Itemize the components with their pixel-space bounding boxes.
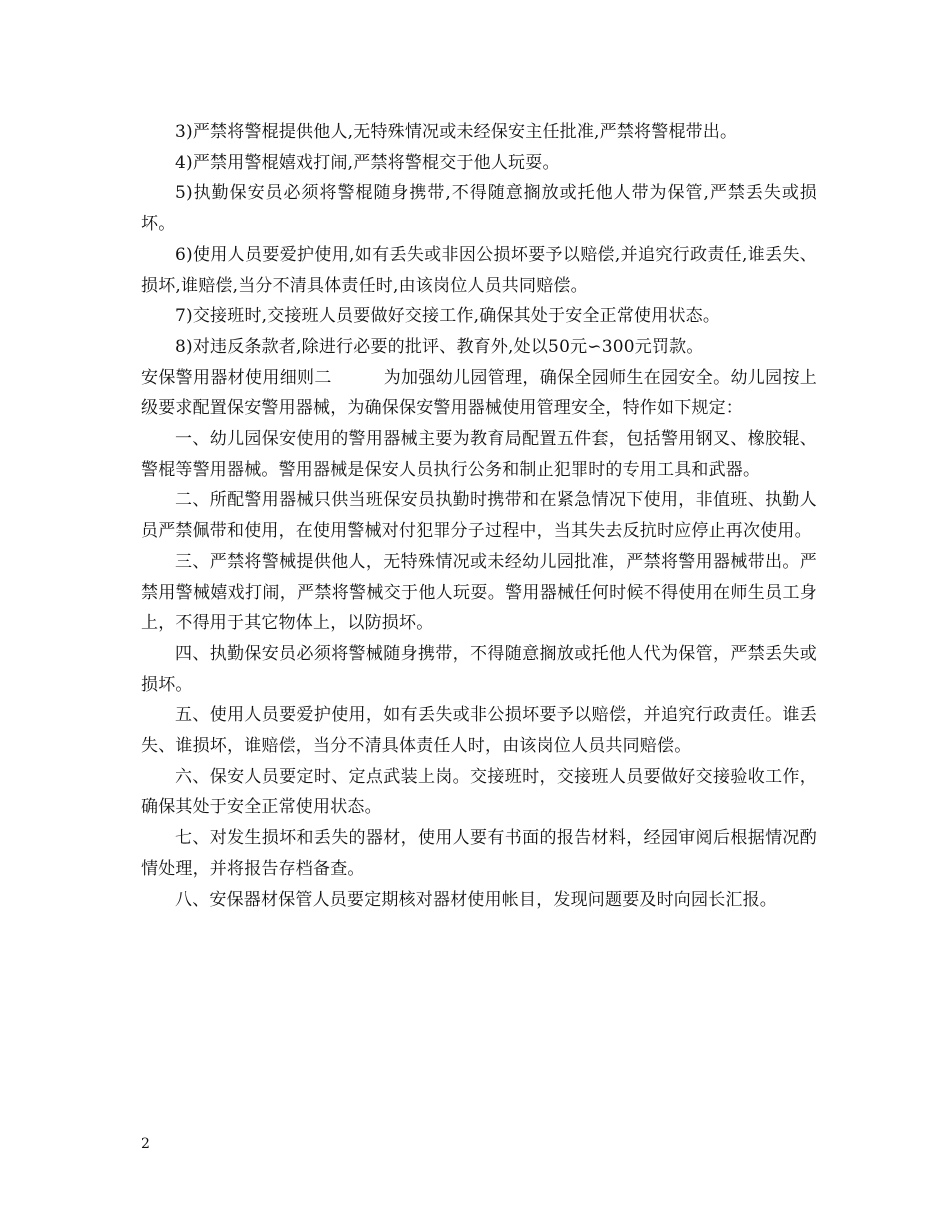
rule-paragraph-7: 七、对发生损坏和丢失的器材，使用人要有书面的报告材料，经园审阅后根据情况酌情处理，并将报告存档备查。 bbox=[141, 828, 817, 879]
document-body bbox=[141, 117, 817, 915]
page-number: 2 bbox=[141, 1136, 150, 1152]
rule-paragraph-4: 四、执勤保安员必须将警械随身携带，不得随意搁放或托他人代为保管，严禁丢失或损坏。 bbox=[141, 643, 817, 695]
paragraph-item-4: 4)严禁用警棍嬉戏打闹,严禁将警棍交于他人玩耍。 bbox=[175, 152, 560, 173]
paragraph-item-7: 7)交接班时,交接班人员要做好交接工作,确保其处于安全正常使用状态。 bbox=[175, 306, 721, 327]
rule-paragraph-8: 八、安保器材保管人员要定期核对器材使用帐目，发现问题要及时向园长汇报。 bbox=[175, 889, 777, 910]
rule-paragraph-6: 六、保安人员要定时、定点武装上岗。交接班时，交接班人员要做好交接验收工作，确保其处于安全正常使用状态。 bbox=[141, 766, 817, 818]
paragraph-item-6: 6)使用人员要爱护使用,如有丢失或非因公损坏要予以赔偿,并追究行政责任,谁丢失、损坏,谁赔偿,当分不清具体责任时,由该岗位人员共同赔偿。 bbox=[141, 244, 817, 296]
rule-paragraph-2: 二、所配警用器械只供当班保安员执勤时携带和在紧急情况下使用，非值班、执勤人员严禁佩带和使用，在使用警械对付犯罪分子过程中，当其失去反抗时应停止再次使用。 bbox=[141, 490, 817, 542]
rule-paragraph-3: 三、严禁将警械提供他人，无特殊情况或未经幼儿园批准，严禁将警用器械带出。严禁用警械嬉戏打闹，严禁将警械交于他人玩耍。警用器械任何时候不得使用在师生员工身上，不得用于其它物体上，以防损坏。 bbox=[141, 551, 817, 634]
paragraph-item-5: 5)执勤保安员必须将警棍随身携带,不得随意搁放或托他人带为保管,严禁丢失或损坏。 bbox=[141, 183, 817, 235]
section-heading-paragraph: 安保警用器材使用细则二 为加强幼儿园管理，确保全园师生在园安全。幼儿园按上级要求配置保安警用器械，为确保保安警用器械使用管理安全，特作如下规定： bbox=[141, 367, 817, 419]
rule-paragraph-5: 五、使用人员要爱护使用，如有丢失或非公损坏要予以赔偿，并追究行政责任。谁丢失、谁损坏，谁赔偿，当分不清具体责任人时，由该岗位人员共同赔偿。 bbox=[141, 705, 817, 757]
paragraph-item-8: 8)对违反条款者,除进行必要的批评、教育外,处以50元∽300元罚款。 bbox=[175, 336, 704, 357]
paragraph-item-3: 3)严禁将警棍提供他人,无特殊情况或未经保安主任批准,严禁将警棍带出。 bbox=[175, 122, 738, 142]
rule-paragraph-1: 一、幼儿园保安使用的警用器械主要为教育局配置五件套，包括警用钢叉、橡胶辊、警棍等警用器械。警用器械是保安人员执行公务和制止犯罪时的专用工具和武器。 bbox=[141, 429, 817, 480]
